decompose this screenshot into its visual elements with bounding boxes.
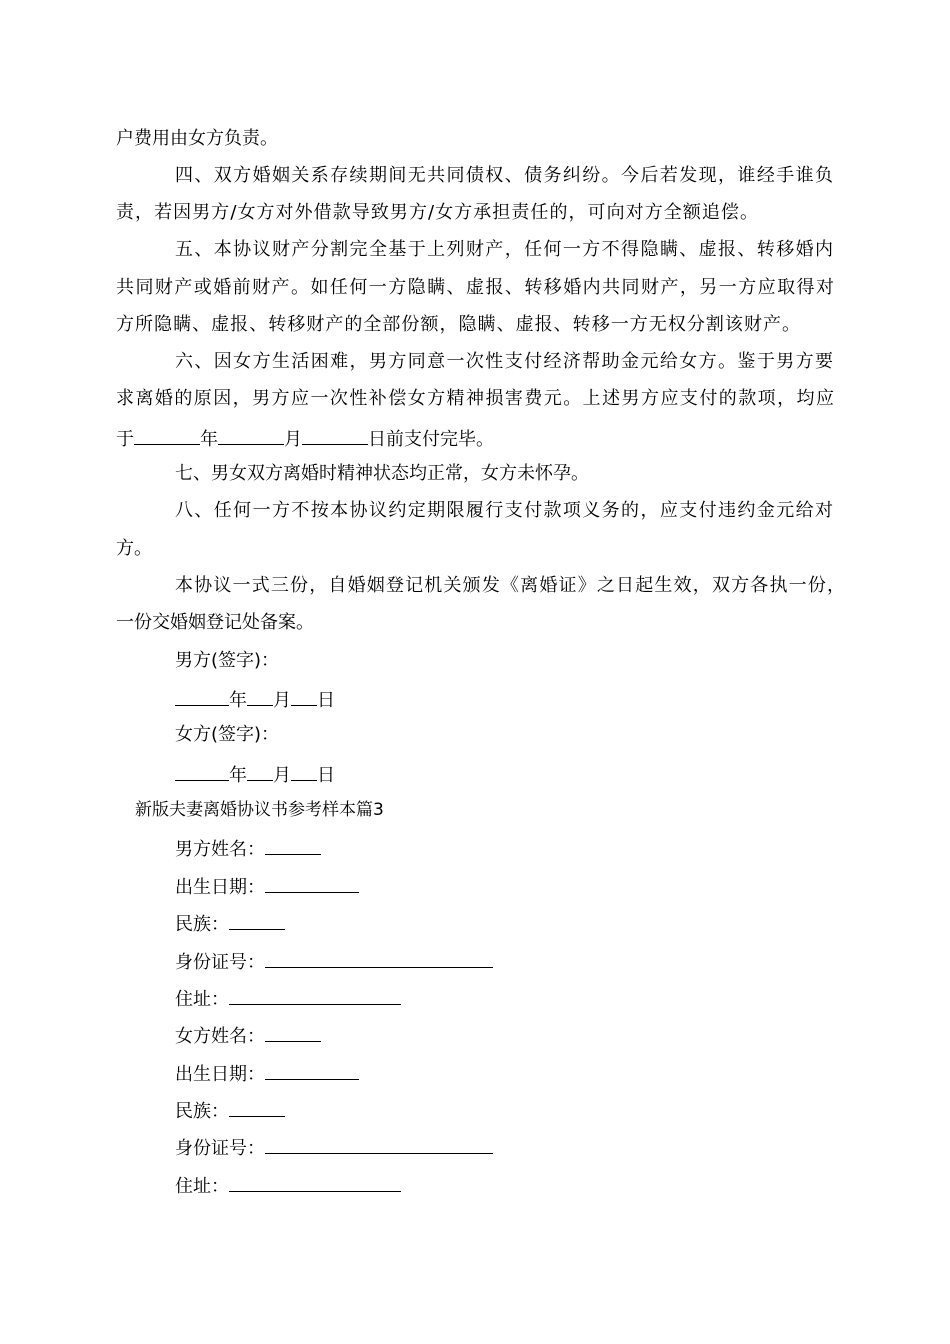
clause-6-prefix: 于 <box>116 429 134 450</box>
clause-5-line-3: 方所隐瞒、虚报、转移财产的全部份额，隐瞒、虚报、转移一方无权分割该财产。 <box>116 314 800 335</box>
female-id-row <box>175 1134 493 1158</box>
day-label: 日 <box>317 765 335 786</box>
male-birth-field[interactable] <box>265 873 359 893</box>
male-birth-row <box>175 873 359 897</box>
female-id-label: 身份证号： <box>175 1138 265 1159</box>
clause-7: 七、男女双方离婚时精神状态均正常，女方未怀孕。 <box>175 463 589 484</box>
clause-8-line-1: 八、任何一方不按本协议约定期限履行支付款项义务的，应支付违约金元给对 <box>175 500 833 521</box>
male-id-row <box>175 948 493 972</box>
female-sign-date <box>175 761 335 785</box>
paragraph-continuation: 户费用由女方负责。 <box>116 128 278 149</box>
female-birth-label: 出生日期： <box>175 1064 265 1085</box>
female-sign-month-blank[interactable] <box>247 761 273 781</box>
payment-year-label: 年 <box>200 429 218 450</box>
copies-clause-line-2: 一份交婚姻登记处备案。 <box>116 612 314 633</box>
payment-month-label: 月 <box>284 429 302 450</box>
clause-6-line-3 <box>116 425 494 449</box>
month-label: 月 <box>273 690 291 711</box>
male-sign-year-blank[interactable] <box>175 686 229 706</box>
female-signature-label: 女方(签字)： <box>175 724 280 745</box>
month-label: 月 <box>273 765 291 786</box>
male-birth-label: 出生日期： <box>175 877 265 898</box>
year-label: 年 <box>229 765 247 786</box>
female-id-field[interactable] <box>265 1134 493 1154</box>
clause-5-line-1: 五、本协议财产分割完全基于上列财产，任何一方不得隐瞒、虚报、转移婚内 <box>175 239 833 260</box>
female-birth-row <box>175 1060 359 1084</box>
male-sign-day-blank[interactable] <box>291 686 317 706</box>
payment-month-blank[interactable] <box>218 425 284 445</box>
male-address-label: 住址： <box>175 989 229 1010</box>
payment-day-suffix: 日前支付完毕。 <box>368 429 494 450</box>
male-sign-date <box>175 686 335 710</box>
day-label: 日 <box>317 690 335 711</box>
male-ethnicity-label: 民族： <box>175 914 229 935</box>
male-address-row <box>175 985 401 1009</box>
male-name-row <box>175 835 321 859</box>
clause-4-line-1: 四、双方婚姻关系存续期间无共同债权、债务纠纷。今后若发现，谁经手谁负 <box>175 165 833 186</box>
clause-4-line-2: 责，若因男方/女方对外借款导致男方/女方承担责任的，可向对方全额追偿。 <box>116 202 758 223</box>
male-name-label: 男方姓名： <box>175 839 265 860</box>
male-id-label: 身份证号： <box>175 952 265 973</box>
clause-8-line-2: 方。 <box>116 538 152 559</box>
female-name-row <box>175 1022 321 1046</box>
female-ethnicity-label: 民族： <box>175 1101 229 1122</box>
female-sign-day-blank[interactable] <box>291 761 317 781</box>
year-label: 年 <box>229 690 247 711</box>
female-address-field[interactable] <box>229 1172 401 1192</box>
female-address-label: 住址： <box>175 1176 229 1197</box>
female-name-label: 女方姓名： <box>175 1026 265 1047</box>
female-ethnicity-row <box>175 1097 285 1121</box>
male-ethnicity-field[interactable] <box>229 910 285 930</box>
payment-day-blank[interactable] <box>302 425 368 445</box>
section-heading: 新版夫妻离婚协议书参考样本篇3 <box>135 800 384 820</box>
female-name-field[interactable] <box>265 1022 321 1042</box>
clause-5-line-2: 共同财产或婚前财产。如任何一方隐瞒、虚报、转移婚内共同财产，另一方应取得对 <box>116 277 834 298</box>
male-ethnicity-row <box>175 910 285 934</box>
male-sign-month-blank[interactable] <box>247 686 273 706</box>
female-sign-year-blank[interactable] <box>175 761 229 781</box>
male-name-field[interactable] <box>265 835 321 855</box>
payment-year-blank[interactable] <box>134 425 200 445</box>
female-ethnicity-field[interactable] <box>229 1097 285 1117</box>
male-id-field[interactable] <box>265 948 493 968</box>
female-address-row <box>175 1172 401 1196</box>
clause-6-line-1: 六、因女方生活困难，男方同意一次性支付经济帮助金元给女方。鉴于男方要 <box>175 351 833 372</box>
copies-clause-line-1: 本协议一式三份，自婚姻登记机关颁发《离婚证》之日起生效，双方各执一份， <box>175 575 845 596</box>
clause-6-line-2: 求离婚的原因，男方应一次性补偿女方精神损害费元。上述男方应支付的款项，均应 <box>116 388 834 409</box>
female-birth-field[interactable] <box>265 1060 359 1080</box>
male-signature-label: 男方(签字)： <box>175 650 280 671</box>
male-address-field[interactable] <box>229 985 401 1005</box>
